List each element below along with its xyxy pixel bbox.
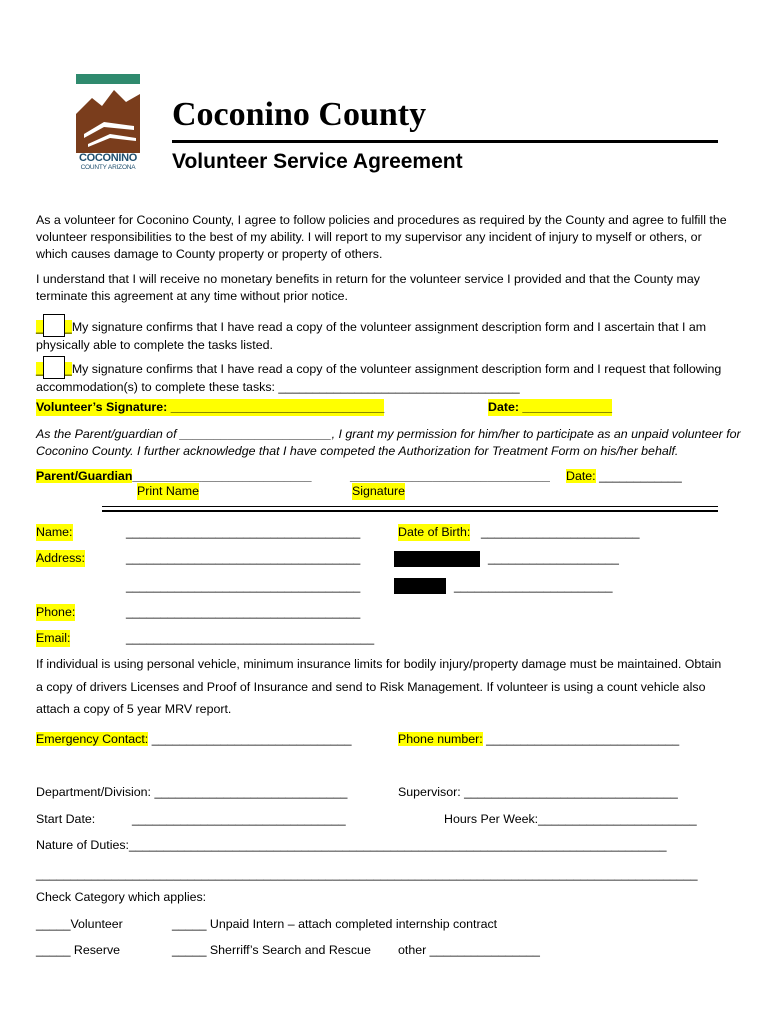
emergency-phone-label: Phone number: bbox=[398, 732, 483, 746]
category-heading: Check Category which applies: bbox=[36, 890, 207, 904]
page-subtitle: Volunteer Service Agreement bbox=[172, 150, 463, 173]
address-field-1[interactable]: __________________________________ bbox=[126, 551, 361, 565]
parent-statement: As the Parent/guardian of ______________________, I grant my permission for him/her to participate as an unpaid volunteer for Coconino County. I further acknowledge that I have competed the Authorization for Treatment Form on his/her behalf. bbox=[36, 427, 741, 458]
guardian-date-line[interactable]: ____________ bbox=[599, 469, 682, 483]
insurance-line-2: a copy of drivers Licenses and Proof of Insurance and send to Risk Management. If volunteer is using a count vehicle also bbox=[36, 680, 706, 694]
duties-field-line-2[interactable]: ________________________________________________________________________________________________ bbox=[36, 867, 698, 881]
volunteer-date-field[interactable]: Date: _____________ bbox=[488, 400, 613, 414]
intro-paragraph-2: I understand that I will receive no monetary benefits in return for the volunteer service I provided and that the County may terminate this agreement at any time without prior notice. bbox=[36, 272, 700, 303]
supervisor-field[interactable]: Supervisor: _______________________________ bbox=[398, 785, 678, 799]
address-field-2[interactable]: __________________________________ bbox=[126, 579, 361, 593]
logo-name: COCONINO bbox=[78, 152, 138, 164]
emergency-contact-label: Emergency Contact: bbox=[36, 732, 149, 746]
duties-field[interactable]: Nature of Duties:______________________________________________________________________________ bbox=[36, 838, 667, 852]
guardian-date bbox=[566, 468, 682, 485]
section-divider-bottom bbox=[102, 510, 718, 512]
title-rule bbox=[172, 140, 718, 143]
address-field-1-right[interactable]: ___________________ bbox=[488, 551, 619, 565]
category-search-rescue[interactable]: _____ Sherriff’s Search and Rescue bbox=[172, 943, 371, 957]
dob-label: Date of Birth: bbox=[398, 525, 471, 539]
emergency-contact-field[interactable]: _____________________________ bbox=[148, 732, 352, 746]
guardian-name-line[interactable]: __________________________ bbox=[132, 469, 312, 483]
checkbox-highlight-2: _ _ bbox=[36, 362, 72, 376]
insurance-line-1: If individual is using personal vehicle, minimum insurance limits for bodily injury/property damage must be maintained. Obtain bbox=[36, 657, 722, 671]
email-field[interactable]: ____________________________________ bbox=[126, 631, 375, 645]
start-date-field[interactable]: _______________________________ bbox=[132, 812, 346, 826]
category-other[interactable]: other ________________ bbox=[398, 943, 540, 957]
county-logo bbox=[74, 74, 142, 174]
department-field[interactable]: Department/Division: ____________________________ bbox=[36, 785, 348, 799]
name-field[interactable]: __________________________________ bbox=[126, 525, 361, 539]
print-name-caption: Print Name bbox=[137, 484, 199, 498]
emergency-phone-row bbox=[398, 731, 679, 748]
start-date-label: Start Date: bbox=[36, 812, 96, 826]
intro-paragraph-1: As a volunteer for Coconino County, I agree to follow policies and procedures as required by the County and agree to fulfill the volunteer responsibilities to the best of my ability. I will report to my supervisor any incident of injury to myself or others, or which causes damage to County property or property of others. bbox=[36, 213, 727, 261]
acknowledgement-1-text: My signature confirms that I have read a copy of the volunteer assignment description form and I ascertain that I am physically able to complete the tasks listed. bbox=[36, 320, 707, 352]
emergency-contact-row bbox=[36, 731, 352, 748]
category-reserve[interactable]: _____ Reserve bbox=[36, 943, 121, 957]
acknowledgement-2-text: My signature confirms that I have read a copy of the volunteer assignment description form and I request that following accommodation(s) to complete these tasks: ___________________________________ bbox=[36, 362, 722, 394]
section-divider-top bbox=[102, 506, 718, 507]
guardian-signature-line[interactable]: _____________________________ bbox=[350, 469, 550, 483]
logo-subtitle: COUNTY ARIZONA bbox=[80, 164, 136, 171]
page-title: Coconino County bbox=[172, 96, 427, 133]
acknowledgement-1 bbox=[36, 314, 736, 354]
hours-per-week-field[interactable]: Hours Per Week:_______________________ bbox=[444, 812, 697, 826]
category-volunteer[interactable]: _____Volunteer bbox=[36, 917, 123, 931]
emergency-phone-field[interactable]: ____________________________ bbox=[482, 732, 680, 746]
email-label: Email: bbox=[36, 631, 71, 645]
dob-field[interactable]: _______________________ bbox=[481, 525, 640, 539]
address-label: Address: bbox=[36, 551, 85, 565]
redacted-block-1 bbox=[394, 551, 480, 567]
phone-label: Phone: bbox=[36, 605, 76, 619]
insurance-line-3: attach a copy of 5 year MRV report. bbox=[36, 702, 232, 716]
acknowledgement-2 bbox=[36, 356, 736, 396]
address-field-2-right[interactable]: _______________________ bbox=[454, 579, 613, 593]
checkbox-accommodation[interactable] bbox=[43, 356, 65, 379]
category-unpaid-intern[interactable]: _____ Unpaid Intern – attach completed internship contract bbox=[172, 917, 498, 931]
guardian-label: Parent/Guardian bbox=[36, 469, 133, 483]
name-label: Name: bbox=[36, 525, 73, 539]
signature-caption: Signature bbox=[352, 484, 406, 498]
checkbox-ability[interactable] bbox=[43, 314, 65, 337]
volunteer-signature-field[interactable]: Volunteer’s Signature: _______________________________ bbox=[36, 400, 385, 414]
checkbox-highlight-1: _ _ bbox=[36, 320, 72, 334]
redacted-block-2 bbox=[394, 578, 446, 594]
phone-field[interactable]: __________________________________ bbox=[126, 605, 361, 619]
guardian-date-label: Date: bbox=[566, 469, 596, 483]
